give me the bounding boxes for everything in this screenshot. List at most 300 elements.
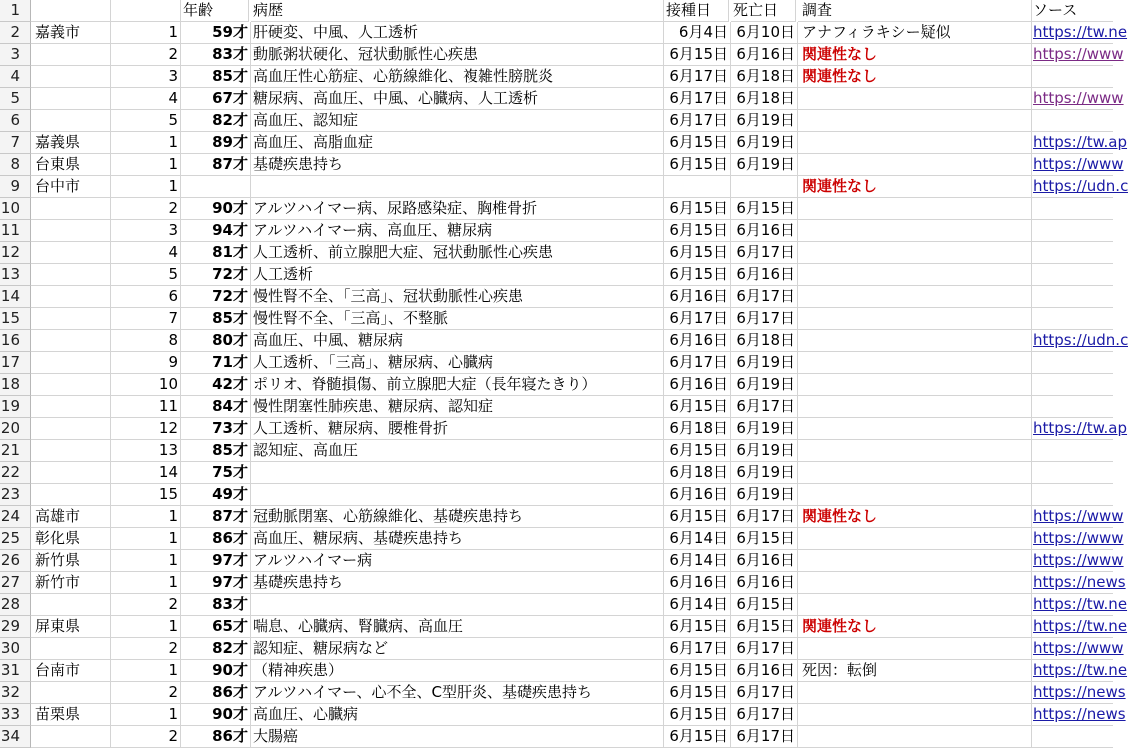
cell-number[interactable]: 4 <box>111 242 181 264</box>
cell-number[interactable]: 9 <box>111 352 181 374</box>
cell-history[interactable]: アルツハイマー病 <box>251 550 664 572</box>
cell-investigation[interactable]: 関連性なし <box>798 616 1032 638</box>
cell-death-date[interactable]: 6月17日 <box>731 506 798 528</box>
cell-number[interactable]: 1 <box>111 704 181 726</box>
cell-region[interactable]: 高雄市 <box>31 506 111 528</box>
cell-source-link[interactable]: https://www <box>1031 638 1113 660</box>
cell-vaccination-date[interactable]: 6月15日 <box>664 154 731 176</box>
cell-source-link[interactable] <box>1031 110 1113 132</box>
cell-investigation[interactable] <box>798 88 1032 110</box>
cell-vaccination-date[interactable]: 6月15日 <box>664 660 731 682</box>
cell-age[interactable]: 42才 <box>181 374 251 396</box>
row-number[interactable]: 13 <box>0 264 31 286</box>
cell-history[interactable]: アルツハイマー病、尿路感染症、胸椎骨折 <box>251 198 664 220</box>
cell-investigation[interactable] <box>798 132 1032 154</box>
cell-number[interactable]: 3 <box>111 66 181 88</box>
cell-region[interactable] <box>31 220 111 242</box>
cell-age[interactable]: 85才 <box>181 440 251 462</box>
cell-vaccination-date[interactable]: 6月15日 <box>664 616 731 638</box>
cell-region[interactable] <box>31 484 111 506</box>
cell-age[interactable]: 89才 <box>181 132 251 154</box>
cell-source-link[interactable]: https://tw.ne <box>1031 616 1113 638</box>
cell-investigation[interactable]: アナフィラキシー疑似 <box>798 22 1032 44</box>
cell-region[interactable]: 嘉義県 <box>31 132 111 154</box>
row-number[interactable]: 14 <box>0 286 31 308</box>
cell-source-link[interactable] <box>1031 198 1113 220</box>
cell-number[interactable]: 1 <box>111 528 181 550</box>
cell-source-link[interactable]: https://tw.ne <box>1031 22 1113 44</box>
cell-region[interactable] <box>31 418 111 440</box>
cell-death-date[interactable]: 6月19日 <box>731 462 798 484</box>
cell-region[interactable] <box>31 66 111 88</box>
cell-region[interactable] <box>31 308 111 330</box>
cell-age[interactable]: 85才 <box>181 308 251 330</box>
cell-number[interactable]: 5 <box>111 110 181 132</box>
cell-number[interactable]: 6 <box>111 286 181 308</box>
cell-number[interactable]: 5 <box>111 264 181 286</box>
row-number[interactable]: 33 <box>0 704 31 726</box>
cell-number[interactable]: 2 <box>111 198 181 220</box>
cell-death-date[interactable]: 6月17日 <box>731 242 798 264</box>
cell-number[interactable]: 3 <box>111 220 181 242</box>
row-number[interactable]: 20 <box>0 418 31 440</box>
cell-vaccination-date[interactable]: 6月16日 <box>664 286 731 308</box>
cell-number[interactable]: 1 <box>111 154 181 176</box>
cell-death-date[interactable]: 6月17日 <box>731 396 798 418</box>
cell-region[interactable] <box>31 682 111 704</box>
cell-source-link[interactable]: https://news <box>1031 682 1113 704</box>
cell-age[interactable]: 82才 <box>181 110 251 132</box>
cell-investigation[interactable] <box>798 154 1032 176</box>
cell-investigation[interactable] <box>798 462 1032 484</box>
cell-region[interactable] <box>31 462 111 484</box>
cell-investigation[interactable] <box>798 704 1032 726</box>
cell-vaccination-date[interactable]: 6月17日 <box>664 88 731 110</box>
cell-vaccination-date[interactable] <box>664 176 731 198</box>
cell-death-date[interactable]: 6月19日 <box>731 352 798 374</box>
cell-source-link[interactable]: https://tw.ne <box>1031 594 1113 616</box>
cell-source-link[interactable]: https://www <box>1031 44 1113 66</box>
cell-source-link[interactable] <box>1031 286 1113 308</box>
cell-age[interactable] <box>181 176 251 198</box>
cell-number[interactable]: 12 <box>111 418 181 440</box>
cell-vaccination-date[interactable]: 6月16日 <box>664 374 731 396</box>
cell-history[interactable]: 人工透析、「三高」、糖尿病、心臓病 <box>251 352 664 374</box>
cell-number[interactable]: 14 <box>111 462 181 484</box>
cell-source-link[interactable] <box>1031 462 1113 484</box>
cell-source-link[interactable]: https://tw.ap <box>1031 132 1113 154</box>
cell-vaccination-date[interactable]: 6月15日 <box>664 132 731 154</box>
cell-investigation[interactable] <box>798 418 1032 440</box>
cell-vaccination-date[interactable]: 6月15日 <box>664 682 731 704</box>
row-number[interactable]: 19 <box>0 396 31 418</box>
cell-death-date[interactable]: 6月16日 <box>731 44 798 66</box>
cell-age[interactable]: 90才 <box>181 704 251 726</box>
cell-number[interactable]: 7 <box>111 308 181 330</box>
cell-region[interactable] <box>31 198 111 220</box>
cell-vaccination-date[interactable]: 6月4日 <box>664 22 731 44</box>
cell-source-link[interactable]: https://www <box>1031 528 1113 550</box>
cell-number[interactable]: 13 <box>111 440 181 462</box>
column-header-history[interactable]: 病歴 <box>251 0 664 22</box>
cell-region[interactable] <box>31 440 111 462</box>
cell-death-date[interactable]: 6月18日 <box>731 66 798 88</box>
cell-history[interactable]: 高血圧、中風、糖尿病 <box>251 330 664 352</box>
cell-source-link[interactable] <box>1031 220 1113 242</box>
cell-age[interactable]: 49才 <box>181 484 251 506</box>
cell-death-date[interactable]: 6月18日 <box>731 88 798 110</box>
cell-region[interactable]: 嘉義市 <box>31 22 111 44</box>
cell-history[interactable]: 高血圧性心筋症、心筋線維化、複雑性膀胱炎 <box>251 66 664 88</box>
cell-investigation[interactable] <box>798 286 1032 308</box>
cell-death-date[interactable]: 6月19日 <box>731 484 798 506</box>
cell-history[interactable]: アルツハイマー、心不全、C型肝炎、基礎疾患持ち <box>251 682 664 704</box>
cell-age[interactable]: 86才 <box>181 726 251 748</box>
cell-number[interactable]: 2 <box>111 638 181 660</box>
row-number[interactable]: 9 <box>0 176 31 198</box>
cell-number[interactable]: 10 <box>111 374 181 396</box>
cell-investigation[interactable] <box>798 352 1032 374</box>
cell-history[interactable]: 慢性腎不全、「三高」、不整脈 <box>251 308 664 330</box>
cell-number[interactable]: 11 <box>111 396 181 418</box>
cell-source-link[interactable] <box>1031 66 1113 88</box>
cell-investigation[interactable] <box>798 638 1032 660</box>
cell-source-link[interactable] <box>1031 440 1113 462</box>
cell-vaccination-date[interactable]: 6月14日 <box>664 528 731 550</box>
cell-death-date[interactable]: 6月18日 <box>731 330 798 352</box>
cell-age[interactable]: 72才 <box>181 264 251 286</box>
cell-history[interactable]: 慢性閉塞性肺疾患、糖尿病、認知症 <box>251 396 664 418</box>
cell-source-link[interactable]: https://news <box>1031 572 1113 594</box>
row-number[interactable]: 1 <box>0 0 31 22</box>
row-number[interactable]: 15 <box>0 308 31 330</box>
cell-vaccination-date[interactable]: 6月14日 <box>664 550 731 572</box>
cell-header-number[interactable] <box>111 0 181 22</box>
cell-death-date[interactable]: 6月17日 <box>731 286 798 308</box>
cell-investigation[interactable] <box>798 110 1032 132</box>
cell-death-date[interactable]: 6月15日 <box>731 594 798 616</box>
cell-history[interactable]: 基礎疾患持ち <box>251 154 664 176</box>
row-number[interactable]: 8 <box>0 154 31 176</box>
cell-death-date[interactable]: 6月17日 <box>731 638 798 660</box>
cell-vaccination-date[interactable]: 6月18日 <box>664 462 731 484</box>
cell-age[interactable]: 90才 <box>181 660 251 682</box>
cell-vaccination-date[interactable]: 6月16日 <box>664 572 731 594</box>
cell-death-date[interactable] <box>731 176 798 198</box>
cell-investigation[interactable] <box>798 396 1032 418</box>
cell-death-date[interactable]: 6月16日 <box>731 220 798 242</box>
cell-source-link[interactable] <box>1031 308 1113 330</box>
cell-death-date[interactable]: 6月19日 <box>731 132 798 154</box>
cell-source-link[interactable] <box>1031 374 1113 396</box>
cell-source-link[interactable]: https://udn.c <box>1031 330 1113 352</box>
cell-region[interactable]: 台東県 <box>31 154 111 176</box>
cell-region[interactable] <box>31 638 111 660</box>
cell-history[interactable]: ポリオ、脊髄損傷、前立腺肥大症（長年寝たきり） <box>251 374 664 396</box>
cell-age[interactable]: 90才 <box>181 198 251 220</box>
cell-history[interactable]: 高血圧、高脂血症 <box>251 132 664 154</box>
cell-death-date[interactable]: 6月16日 <box>731 264 798 286</box>
cell-region[interactable] <box>31 352 111 374</box>
cell-vaccination-date[interactable]: 6月17日 <box>664 352 731 374</box>
cell-age[interactable]: 80才 <box>181 330 251 352</box>
row-number[interactable]: 10 <box>0 198 31 220</box>
cell-source-link[interactable] <box>1031 242 1113 264</box>
cell-history[interactable]: 人工透析 <box>251 264 664 286</box>
cell-history[interactable]: 認知症、糖尿病など <box>251 638 664 660</box>
cell-investigation[interactable] <box>798 220 1032 242</box>
cell-region[interactable] <box>31 264 111 286</box>
column-header-investigation[interactable]: 調査 <box>798 0 1032 22</box>
cell-age[interactable]: 82才 <box>181 638 251 660</box>
cell-vaccination-date[interactable]: 6月15日 <box>664 506 731 528</box>
cell-investigation[interactable]: 死因：転倒 <box>798 660 1032 682</box>
cell-region[interactable] <box>31 726 111 748</box>
cell-number[interactable]: 2 <box>111 682 181 704</box>
cell-history[interactable]: 高血圧、心臓病 <box>251 704 664 726</box>
cell-vaccination-date[interactable]: 6月15日 <box>664 704 731 726</box>
cell-death-date[interactable]: 6月19日 <box>731 374 798 396</box>
cell-age[interactable]: 97才 <box>181 572 251 594</box>
cell-region[interactable]: 台中市 <box>31 176 111 198</box>
cell-vaccination-date[interactable]: 6月15日 <box>664 264 731 286</box>
cell-number[interactable]: 1 <box>111 572 181 594</box>
cell-age[interactable]: 67才 <box>181 88 251 110</box>
row-number[interactable]: 6 <box>0 110 31 132</box>
cell-age[interactable]: 85才 <box>181 66 251 88</box>
cell-vaccination-date[interactable]: 6月15日 <box>664 726 731 748</box>
row-number[interactable]: 30 <box>0 638 31 660</box>
cell-death-date[interactable]: 6月17日 <box>731 726 798 748</box>
cell-death-date[interactable]: 6月15日 <box>731 528 798 550</box>
cell-history[interactable]: 人工透析、前立腺肥大症、冠状動脈性心疾患 <box>251 242 664 264</box>
cell-investigation[interactable] <box>798 594 1032 616</box>
cell-age[interactable]: 65才 <box>181 616 251 638</box>
cell-investigation[interactable] <box>798 550 1032 572</box>
row-number[interactable]: 17 <box>0 352 31 374</box>
cell-investigation[interactable]: 関連性なし <box>798 506 1032 528</box>
cell-death-date[interactable]: 6月19日 <box>731 154 798 176</box>
row-number[interactable]: 7 <box>0 132 31 154</box>
row-number[interactable]: 31 <box>0 660 31 682</box>
cell-source-link[interactable] <box>1031 726 1113 748</box>
cell-region[interactable] <box>31 594 111 616</box>
cell-number[interactable]: 2 <box>111 594 181 616</box>
cell-source-link[interactable]: https://www <box>1031 550 1113 572</box>
cell-history[interactable] <box>251 484 664 506</box>
cell-number[interactable]: 1 <box>111 616 181 638</box>
cell-investigation[interactable] <box>798 484 1032 506</box>
row-number[interactable]: 22 <box>0 462 31 484</box>
cell-region[interactable]: 屏東県 <box>31 616 111 638</box>
cell-region[interactable]: 新竹県 <box>31 550 111 572</box>
cell-history[interactable]: 冠動脈閉塞、心筋線維化、基礎疾患持ち <box>251 506 664 528</box>
cell-region[interactable] <box>31 110 111 132</box>
cell-death-date[interactable]: 6月17日 <box>731 308 798 330</box>
cell-source-link[interactable]: https://www <box>1031 88 1113 110</box>
cell-history[interactable]: 糖尿病、高血圧、中風、心臓病、人工透析 <box>251 88 664 110</box>
cell-number[interactable]: 1 <box>111 132 181 154</box>
cell-history[interactable] <box>251 594 664 616</box>
cell-source-link[interactable]: https://www <box>1031 154 1113 176</box>
cell-age[interactable]: 81才 <box>181 242 251 264</box>
cell-vaccination-date[interactable]: 6月17日 <box>664 110 731 132</box>
cell-death-date[interactable]: 6月15日 <box>731 616 798 638</box>
cell-age[interactable]: 83才 <box>181 44 251 66</box>
cell-history[interactable]: 動脈粥状硬化、冠状動脈性心疾患 <box>251 44 664 66</box>
cell-investigation[interactable]: 関連性なし <box>798 66 1032 88</box>
row-number[interactable]: 2 <box>0 22 31 44</box>
row-number[interactable]: 24 <box>0 506 31 528</box>
cell-history[interactable]: 高血圧、糖尿病、基礎疾患持ち <box>251 528 664 550</box>
cell-history[interactable]: 喘息、心臓病、腎臓病、高血圧 <box>251 616 664 638</box>
cell-number[interactable]: 1 <box>111 506 181 528</box>
column-header-vaccination-date[interactable]: 接種日 <box>664 0 729 22</box>
cell-source-link[interactable]: https://tw.ap <box>1031 418 1113 440</box>
cell-investigation[interactable] <box>798 330 1032 352</box>
cell-investigation[interactable] <box>798 726 1032 748</box>
cell-source-link[interactable] <box>1031 484 1113 506</box>
cell-history[interactable]: 基礎疾患持ち <box>251 572 664 594</box>
cell-region[interactable]: 新竹市 <box>31 572 111 594</box>
row-number[interactable]: 34 <box>0 726 31 748</box>
cell-death-date[interactable]: 6月16日 <box>731 572 798 594</box>
cell-death-date[interactable]: 6月16日 <box>731 550 798 572</box>
cell-investigation[interactable]: 関連性なし <box>798 44 1032 66</box>
cell-age[interactable]: 87才 <box>181 506 251 528</box>
cell-age[interactable]: 86才 <box>181 682 251 704</box>
cell-header-region[interactable] <box>31 0 111 22</box>
row-number[interactable]: 5 <box>0 88 31 110</box>
cell-vaccination-date[interactable]: 6月15日 <box>664 242 731 264</box>
cell-history[interactable] <box>251 462 664 484</box>
cell-history[interactable]: アルツハイマー病、高血圧、糖尿病 <box>251 220 664 242</box>
row-number[interactable]: 12 <box>0 242 31 264</box>
cell-investigation[interactable] <box>798 198 1032 220</box>
row-number[interactable]: 32 <box>0 682 31 704</box>
cell-investigation[interactable] <box>798 682 1032 704</box>
cell-vaccination-date[interactable]: 6月16日 <box>664 484 731 506</box>
cell-source-link[interactable] <box>1031 264 1113 286</box>
cell-number[interactable]: 1 <box>111 660 181 682</box>
cell-vaccination-date[interactable]: 6月15日 <box>664 44 731 66</box>
cell-history[interactable] <box>251 176 664 198</box>
cell-vaccination-date[interactable]: 6月17日 <box>664 308 731 330</box>
cell-vaccination-date[interactable]: 6月14日 <box>664 594 731 616</box>
cell-history[interactable]: （精神疾患） <box>251 660 664 682</box>
cell-vaccination-date[interactable]: 6月15日 <box>664 198 731 220</box>
cell-history[interactable]: 認知症、高血圧 <box>251 440 664 462</box>
cell-history[interactable]: 大腸癌 <box>251 726 664 748</box>
cell-region[interactable] <box>31 286 111 308</box>
cell-age[interactable]: 84才 <box>181 396 251 418</box>
cell-investigation[interactable] <box>798 528 1032 550</box>
cell-region[interactable]: 苗栗県 <box>31 704 111 726</box>
cell-number[interactable]: 1 <box>111 550 181 572</box>
cell-number[interactable]: 4 <box>111 88 181 110</box>
row-number[interactable]: 3 <box>0 44 31 66</box>
row-number[interactable]: 18 <box>0 374 31 396</box>
cell-number[interactable]: 2 <box>111 726 181 748</box>
cell-death-date[interactable]: 6月17日 <box>731 682 798 704</box>
cell-death-date[interactable]: 6月17日 <box>731 704 798 726</box>
cell-history[interactable]: 肝硬変、中風、人工透析 <box>251 22 664 44</box>
cell-investigation[interactable] <box>798 374 1032 396</box>
cell-death-date[interactable]: 6月19日 <box>731 440 798 462</box>
column-header-age[interactable]: 年齢 <box>181 0 249 22</box>
cell-vaccination-date[interactable]: 6月16日 <box>664 330 731 352</box>
cell-number[interactable]: 1 <box>111 176 181 198</box>
cell-source-link[interactable] <box>1031 352 1113 374</box>
cell-vaccination-date[interactable]: 6月15日 <box>664 440 731 462</box>
cell-history[interactable]: 慢性腎不全、「三高」、冠状動脈性心疾患 <box>251 286 664 308</box>
cell-age[interactable]: 71才 <box>181 352 251 374</box>
cell-region[interactable] <box>31 44 111 66</box>
cell-vaccination-date[interactable]: 6月15日 <box>664 396 731 418</box>
cell-age[interactable]: 72才 <box>181 286 251 308</box>
cell-number[interactable]: 2 <box>111 44 181 66</box>
cell-investigation[interactable] <box>798 242 1032 264</box>
cell-investigation[interactable] <box>798 264 1032 286</box>
row-number[interactable]: 29 <box>0 616 31 638</box>
row-number[interactable]: 16 <box>0 330 31 352</box>
cell-age[interactable]: 86才 <box>181 528 251 550</box>
column-header-death-date[interactable]: 死亡日 <box>731 0 796 22</box>
cell-death-date[interactable]: 6月19日 <box>731 110 798 132</box>
cell-region[interactable] <box>31 88 111 110</box>
row-number[interactable]: 23 <box>0 484 31 506</box>
cell-vaccination-date[interactable]: 6月18日 <box>664 418 731 440</box>
cell-history[interactable]: 高血圧、認知症 <box>251 110 664 132</box>
cell-investigation[interactable] <box>798 308 1032 330</box>
column-header-source[interactable]: ソース <box>1031 0 1113 22</box>
cell-region[interactable] <box>31 374 111 396</box>
cell-region[interactable]: 彰化県 <box>31 528 111 550</box>
cell-age[interactable]: 75才 <box>181 462 251 484</box>
row-number[interactable]: 27 <box>0 572 31 594</box>
cell-region[interactable] <box>31 396 111 418</box>
cell-age[interactable]: 94才 <box>181 220 251 242</box>
cell-number[interactable]: 8 <box>111 330 181 352</box>
cell-history[interactable]: 人工透析、糖尿病、腰椎骨折 <box>251 418 664 440</box>
cell-region[interactable] <box>31 330 111 352</box>
cell-vaccination-date[interactable]: 6月17日 <box>664 638 731 660</box>
row-number[interactable]: 11 <box>0 220 31 242</box>
row-number[interactable]: 25 <box>0 528 31 550</box>
cell-age[interactable]: 73才 <box>181 418 251 440</box>
cell-age[interactable]: 97才 <box>181 550 251 572</box>
cell-region[interactable] <box>31 242 111 264</box>
row-number[interactable]: 28 <box>0 594 31 616</box>
cell-death-date[interactable]: 6月15日 <box>731 198 798 220</box>
cell-vaccination-date[interactable]: 6月15日 <box>664 220 731 242</box>
cell-investigation[interactable]: 関連性なし <box>798 176 1032 198</box>
cell-investigation[interactable] <box>798 440 1032 462</box>
cell-vaccination-date[interactable]: 6月17日 <box>664 66 731 88</box>
cell-number[interactable]: 15 <box>111 484 181 506</box>
cell-age[interactable]: 59才 <box>181 22 251 44</box>
cell-death-date[interactable]: 6月16日 <box>731 660 798 682</box>
cell-source-link[interactable]: https://www <box>1031 506 1113 528</box>
cell-investigation[interactable] <box>798 572 1032 594</box>
cell-number[interactable]: 1 <box>111 22 181 44</box>
cell-source-link[interactable]: https://udn.c <box>1031 176 1113 198</box>
cell-age[interactable]: 87才 <box>181 154 251 176</box>
cell-source-link[interactable]: https://news <box>1031 704 1113 726</box>
row-number[interactable]: 4 <box>0 66 31 88</box>
row-number[interactable]: 21 <box>0 440 31 462</box>
cell-age[interactable]: 83才 <box>181 594 251 616</box>
